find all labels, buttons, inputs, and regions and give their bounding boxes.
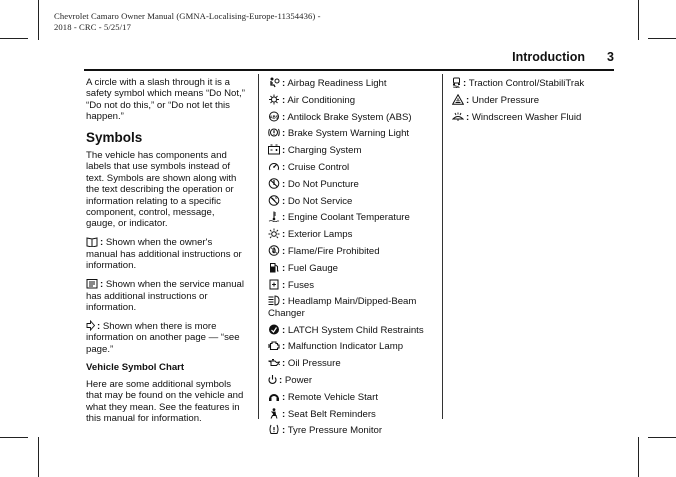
symbol-item: : Seat Belt Reminders bbox=[268, 408, 438, 420]
crop-mark bbox=[648, 437, 676, 438]
symbol-item: : LATCH System Child Restraints bbox=[268, 324, 438, 336]
metadata-line-2: 2018 - CRC - 5/25/17 bbox=[54, 22, 131, 32]
arrow-right-icon bbox=[86, 320, 95, 331]
symbol-label: Oil Pressure bbox=[287, 358, 341, 370]
symbol-label: Do Not Puncture bbox=[287, 178, 359, 190]
symbol-item: : Remote Vehicle Start bbox=[268, 391, 438, 403]
crop-mark bbox=[38, 0, 39, 40]
coolant-temperature-icon bbox=[268, 211, 280, 222]
column-1 bbox=[86, 77, 246, 431]
symbol-item: : Oil Pressure bbox=[268, 357, 438, 369]
latch-icon bbox=[268, 324, 280, 335]
flame-prohibited-icon bbox=[268, 245, 280, 256]
symbol-label: Charging System bbox=[287, 145, 362, 157]
symbol-item: : Do Not Service bbox=[268, 195, 438, 207]
symbol-item: : Fuel Gauge bbox=[268, 262, 438, 274]
column-divider bbox=[258, 74, 259, 419]
remote-start-icon bbox=[268, 391, 280, 402]
symbol-item: : Under Pressure bbox=[452, 94, 614, 106]
oil-can-icon bbox=[268, 357, 280, 368]
symbol-item: : Power bbox=[268, 374, 438, 386]
brake-warning-icon bbox=[268, 127, 280, 138]
do-not-service-icon bbox=[268, 195, 280, 206]
symbol-label: Headlamp Main/Dipped-Beam Changer bbox=[268, 296, 417, 319]
tire-pressure-icon bbox=[268, 424, 280, 435]
symbol-label: Malfunction Indicator Lamp bbox=[287, 341, 404, 353]
fuse-icon bbox=[268, 279, 280, 290]
symbol-label: Do Not Service bbox=[287, 195, 353, 207]
crop-mark bbox=[638, 0, 639, 40]
symbol-item: : Brake System Warning Light bbox=[268, 127, 438, 139]
vehicle-symbol-chart-heading: Vehicle Symbol Chart bbox=[86, 361, 185, 373]
under-pressure-icon bbox=[452, 94, 464, 105]
symbol-label: Seat Belt Reminders bbox=[287, 408, 376, 420]
symbol-item: : Traction Control/StabiliTrak bbox=[452, 77, 614, 89]
symbol-item: : Do Not Puncture bbox=[268, 178, 438, 190]
page-header bbox=[512, 50, 614, 64]
traction-control-icon bbox=[452, 77, 461, 88]
symbol-item: : Airbag Readiness Light bbox=[268, 77, 438, 89]
symbol-item: : Exterior Lamps bbox=[268, 228, 438, 240]
header-rule bbox=[84, 69, 614, 71]
owners-manual-entry: : Shown when the owner's manual has additional instructions or information. bbox=[86, 237, 242, 272]
symbol-label: Antilock Brake System (ABS) bbox=[287, 111, 412, 123]
symbol-label: Engine Coolant Temperature bbox=[287, 212, 410, 224]
fuel-gauge-icon bbox=[268, 262, 280, 273]
metadata-line-1: Chevrolet Camaro Owner Manual (GMNA-Localising-Europe-11354436) - bbox=[54, 11, 321, 21]
column-3 bbox=[452, 77, 614, 127]
engine-icon bbox=[268, 340, 280, 351]
symbol-label: Traction Control/StabiliTrak bbox=[468, 78, 585, 89]
column-2 bbox=[268, 77, 438, 441]
symbol-label: Fuses bbox=[287, 279, 315, 291]
intro-paragraph: A circle with a slash through it is a safety symbol which means “Do Not,” “Do not do this,” or “Do not let this happen.” bbox=[86, 77, 245, 123]
symbol-label: Air Conditioning bbox=[287, 94, 356, 106]
symbols-heading: Symbols bbox=[86, 129, 143, 145]
section-title: Introduction bbox=[512, 50, 586, 64]
washer-fluid-icon bbox=[452, 111, 464, 122]
column-divider bbox=[442, 74, 443, 419]
symbol-label: Cruise Control bbox=[287, 161, 350, 173]
air-conditioning-icon bbox=[268, 94, 280, 105]
symbol-item: : Windscreen Washer Fluid bbox=[452, 111, 614, 123]
symbol-label: Tyre Pressure Monitor bbox=[287, 425, 383, 437]
symbol-item: ABS : Antilock Brake System (ABS) bbox=[269, 111, 412, 123]
cruise-control-icon bbox=[268, 161, 280, 172]
service-manual-text: Shown when the service manual has additional instructions or information. bbox=[86, 279, 244, 313]
symbol-item: : Flame/Fire Prohibited bbox=[268, 245, 438, 257]
svg-text:ABS: ABS bbox=[269, 114, 279, 120]
symbol-item: : Headlamp Main/Dipped-Beam Changer bbox=[268, 296, 417, 319]
page-number: 3 bbox=[607, 50, 614, 64]
see-page-text: Shown when there is more information on another page — “see page.” bbox=[86, 320, 240, 355]
symbol-item: : Cruise Control bbox=[268, 161, 438, 173]
crop-mark bbox=[0, 38, 28, 39]
symbol-item: : Malfunction Indicator Lamp bbox=[268, 340, 438, 352]
crop-mark bbox=[38, 437, 39, 477]
symbol-label: Power bbox=[284, 374, 313, 386]
symbol-label: Exterior Lamps bbox=[287, 229, 353, 241]
abs-icon bbox=[268, 111, 280, 122]
owners-manual-text: Shown when the owner's manual has additional instructions or information. bbox=[86, 237, 242, 272]
symbol-item: : Air Conditioning bbox=[268, 94, 438, 106]
crop-mark bbox=[0, 437, 28, 438]
symbol-label: Airbag Readiness Light bbox=[287, 78, 387, 89]
symbol-label: Flame/Fire Prohibited bbox=[287, 245, 380, 257]
seat-belt-icon bbox=[268, 408, 280, 419]
see-page-entry: : Shown when there is more information on another page — “see page.” bbox=[86, 320, 240, 355]
exterior-lamps-icon bbox=[268, 228, 280, 239]
document-metadata bbox=[54, 11, 321, 33]
crop-mark bbox=[638, 437, 639, 477]
do-not-puncture-icon bbox=[268, 178, 280, 189]
symbol-item: : Charging System bbox=[268, 144, 438, 156]
service-manual-icon bbox=[86, 278, 98, 289]
service-manual-entry: : Shown when the service manual has additional instructions or information. bbox=[86, 279, 244, 313]
symbol-label: Fuel Gauge bbox=[287, 262, 339, 274]
symbol-label: Windscreen Washer Fluid bbox=[471, 111, 582, 123]
battery-icon bbox=[268, 144, 280, 155]
symbol-item: : Engine Coolant Temperature bbox=[268, 211, 438, 223]
symbol-label: Under Pressure bbox=[471, 94, 540, 106]
symbol-label: Brake System Warning Light bbox=[287, 128, 410, 140]
crop-mark bbox=[648, 38, 676, 39]
headlamp-icon bbox=[268, 295, 280, 306]
airbag-icon bbox=[268, 77, 280, 88]
symbol-label: LATCH System Child Restraints bbox=[287, 324, 424, 336]
chart-paragraph: Here are some additional symbols that may be found on the vehicle and what they mean. See the features in this manual for information. bbox=[86, 378, 244, 425]
symbol-item: : Tyre Pressure Monitor bbox=[268, 424, 438, 436]
book-icon bbox=[86, 236, 98, 247]
symbol-label: Remote Vehicle Start bbox=[287, 391, 378, 403]
symbols-paragraph: The vehicle has components and labels that use symbols instead of text. Symbols are shown along with the text describing the operation or information relating to a specific component, control, message, gauge, or indicator. bbox=[86, 150, 237, 230]
symbol-item: : Fuses bbox=[268, 279, 438, 291]
power-icon bbox=[268, 374, 277, 385]
